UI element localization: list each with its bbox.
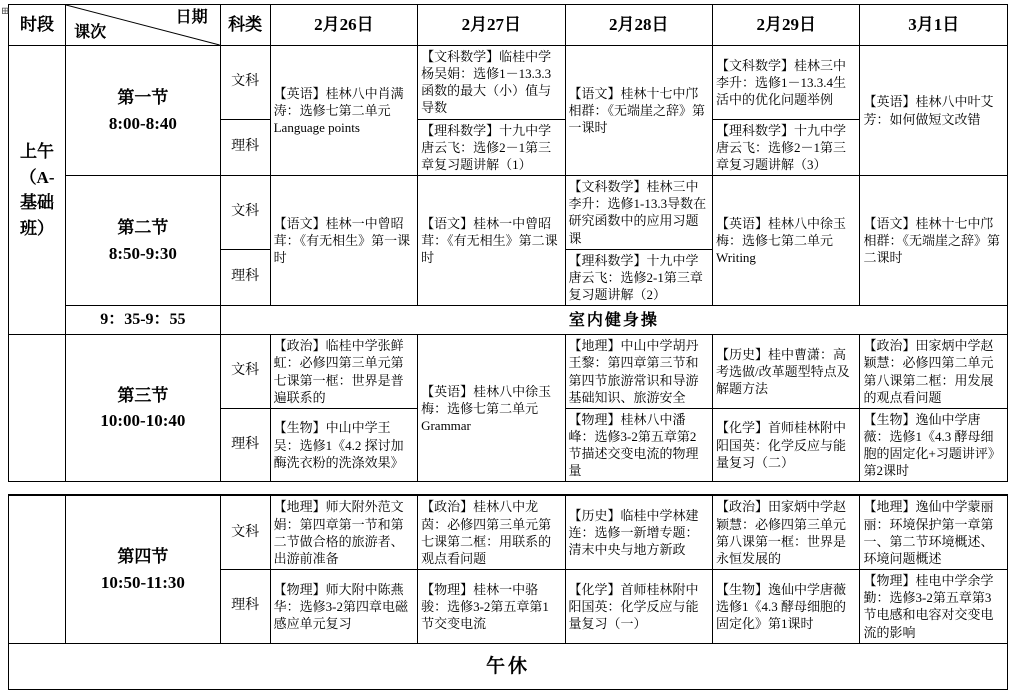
header-day-3: 2月28日 <box>565 5 712 46</box>
table-row <box>9 335 1008 409</box>
cell-p4-wen-day2: 【政治】桂林八中龙茵：必修四第三单元第七课第二框：用联系的观点看问题 <box>418 495 565 569</box>
cell-p4-li-day5: 【物理】桂电中学余学勤：选修3-2第五章第3节电感和电容对交变电流的影响 <box>860 570 1008 644</box>
subject-like-p1: 理科 <box>220 119 270 175</box>
cell-p1-li-day2: 【理科数学】十九中学唐云飞：选修2－1第三章复习题讲解（1） <box>418 119 565 175</box>
cell-p2-day1: 【语文】桂林一中曾昭茸：《有无相生》第一课时 <box>270 176 417 306</box>
cell-p4-li-day4: 【生物】逸仙中学唐薇 选修1《4.3 酵母细胞的固定化》第1课时 <box>713 570 860 644</box>
corner-plus-icon: ⊞ <box>1 6 10 17</box>
schedule-table-afternoon <box>8 494 1008 689</box>
subject-wenke-p2: 文科 <box>220 176 270 250</box>
cell-p3-li-day3: 【物理】桂林八中潘峰：选修3-2第五章第2节描述交变电流的物理量 <box>565 408 712 482</box>
period-3-label: 第三节 10:00-10:40 <box>66 335 221 482</box>
schedule-page <box>0 4 1015 693</box>
table-row <box>9 46 1008 120</box>
cell-p2-wen-day3: 【文科数学】桂林三中李升：选修1-13.3导数在研究函数中的应用习题课 <box>565 176 712 250</box>
section-divider <box>0 482 1015 490</box>
subject-wenke-p4: 文科 <box>220 495 270 569</box>
subject-like-p3: 理科 <box>220 408 270 482</box>
morning-session-label: 上午（A-基础班） <box>9 46 66 335</box>
period-3-time-col <box>9 335 66 482</box>
cell-p4-li-day2: 【物理】桂林一中骆骏：选修3-2第五章第1节交变电流 <box>418 570 565 644</box>
cell-p3-li-day1: 【生物】中山中学王吴：选修1《4.2 探讨加酶洗衣粉的洗涤效果》 <box>270 408 417 482</box>
cell-p4-wen-day3: 【历史】临桂中学林建连：选修一新增专题：清末中央与地方新政 <box>565 495 712 569</box>
cell-p3-wen-day5: 【政治】田家炳中学赵颖慧：必修四第二单元第八课第二框：用发展的观点看问题 <box>860 335 1008 409</box>
schedule-table <box>8 4 1008 482</box>
table-row <box>9 176 1008 250</box>
lunch-label: 午休 <box>9 643 1008 689</box>
cell-p2-day4: 【英语】桂林八中徐玉梅：选修七第二单元 Writing <box>713 176 860 306</box>
table-header-row <box>9 5 1008 46</box>
cell-p1-li-day4: 【理科数学】十九中学唐云飞：选修2－1第三章复习题讲解（3） <box>713 119 860 175</box>
header-date-label: 日期 <box>175 9 208 26</box>
period-4-label: 第四节 10:50-11:30 <box>66 495 221 643</box>
exercise-label: 室内健身操 <box>220 306 1007 335</box>
period-2-label: 第二节 8:50-9:30 <box>66 176 221 306</box>
header-subject-label: 科类 <box>220 5 270 46</box>
cell-p2-li-day3: 【理科数学】十九中学唐云飞：选修2-1第三章复习题讲解（2） <box>565 249 712 305</box>
cell-p1-day1: 【英语】桂林八中肖满涛：选修七第二单元 Language points <box>270 46 417 176</box>
subject-wenke-p3: 文科 <box>220 335 270 409</box>
cell-p2-day2: 【语文】桂林一中曾昭茸：《有无相生》第二课时 <box>418 176 565 306</box>
cell-p3-wen-day3: 【地理】中山中学胡丹王黎：第四章第三节和第四节旅游常识和导游基础知识、旅游安全 <box>565 335 712 409</box>
cell-p3-wen-day1: 【政治】临桂中学张鲜虹：必修四第三单元第七课第一框：世界是普遍联系的 <box>270 335 417 409</box>
header-corner-cell <box>66 5 221 46</box>
cell-p3-li-day4: 【化学】首师桂林附中阳国英：化学反应与能量复习（二） <box>713 408 860 482</box>
cell-p2-day5: 【语文】桂林十七中邝相群：《无端崖之辞》第二课时 <box>860 176 1008 306</box>
exercise-row <box>9 306 1008 335</box>
header-day-5: 3月1日 <box>860 5 1008 46</box>
cell-p4-li-day1: 【物理】师大附中陈燕华：选修3-2第四章电磁感应单元复习 <box>270 570 417 644</box>
cell-p3-day2: 【英语】桂林八中徐玉梅：选修七第二单元 Grammar <box>418 335 565 482</box>
subject-wenke-p1: 文科 <box>220 46 270 120</box>
header-time-label: 时段 <box>9 5 66 46</box>
cell-p4-wen-day4: 【政治】田家炳中学赵颖慧：必修四第三单元第八课第一框：世界是永恒发展的 <box>713 495 860 569</box>
table-row <box>9 495 1008 569</box>
subject-like-p2: 理科 <box>220 249 270 305</box>
exercise-time: 9：35-9：55 <box>66 306 221 335</box>
subject-like-p4: 理科 <box>220 570 270 644</box>
header-day-4: 2月29日 <box>713 5 860 46</box>
cell-p1-day5: 【英语】桂林八中叶艾芳：如何做短文改错 <box>860 46 1008 176</box>
lunch-row <box>9 643 1008 689</box>
cell-p1-wen-day2: 【文科数学】临桂中学杨吴娟：选修1－13.3.3函数的最大（小）值与导数 <box>418 46 565 120</box>
cell-p3-li-day5: 【生物】逸仙中学唐薇：选修1《4.3 酵母细胞的固定化+习题讲评》第2课时 <box>860 408 1008 482</box>
header-day-2: 2月27日 <box>418 5 565 46</box>
cell-p4-wen-day5: 【地理】逸仙中学蒙丽丽：环境保护第一章第一、第二节环境概述、环境问题概述 <box>860 495 1008 569</box>
header-day-1: 2月26日 <box>270 5 417 46</box>
header-lesson-label: 课次 <box>74 23 107 41</box>
period-4-time-col <box>9 495 66 643</box>
cell-p1-wen-day4: 【文科数学】桂林三中李升：选修1－13.3.4生活中的优化问题举例 <box>713 46 860 120</box>
cell-p4-li-day3: 【化学】首师桂林附中阳国英：化学反应与能量复习（一） <box>565 570 712 644</box>
cell-p1-day3: 【语文】桂林十七中邝相群：《无端崖之辞》第一课时 <box>565 46 712 176</box>
cell-p3-wen-day4: 【历史】桂中曹潇：高考选做/改革题型特点及解题方法 <box>713 335 860 409</box>
period-1-label: 第一节 8:00-8:40 <box>66 46 221 176</box>
cell-p4-wen-day1: 【地理】师大附外范文娟：第四章第一节和第二节做合格的旅游者、出游前准备 <box>270 495 417 569</box>
